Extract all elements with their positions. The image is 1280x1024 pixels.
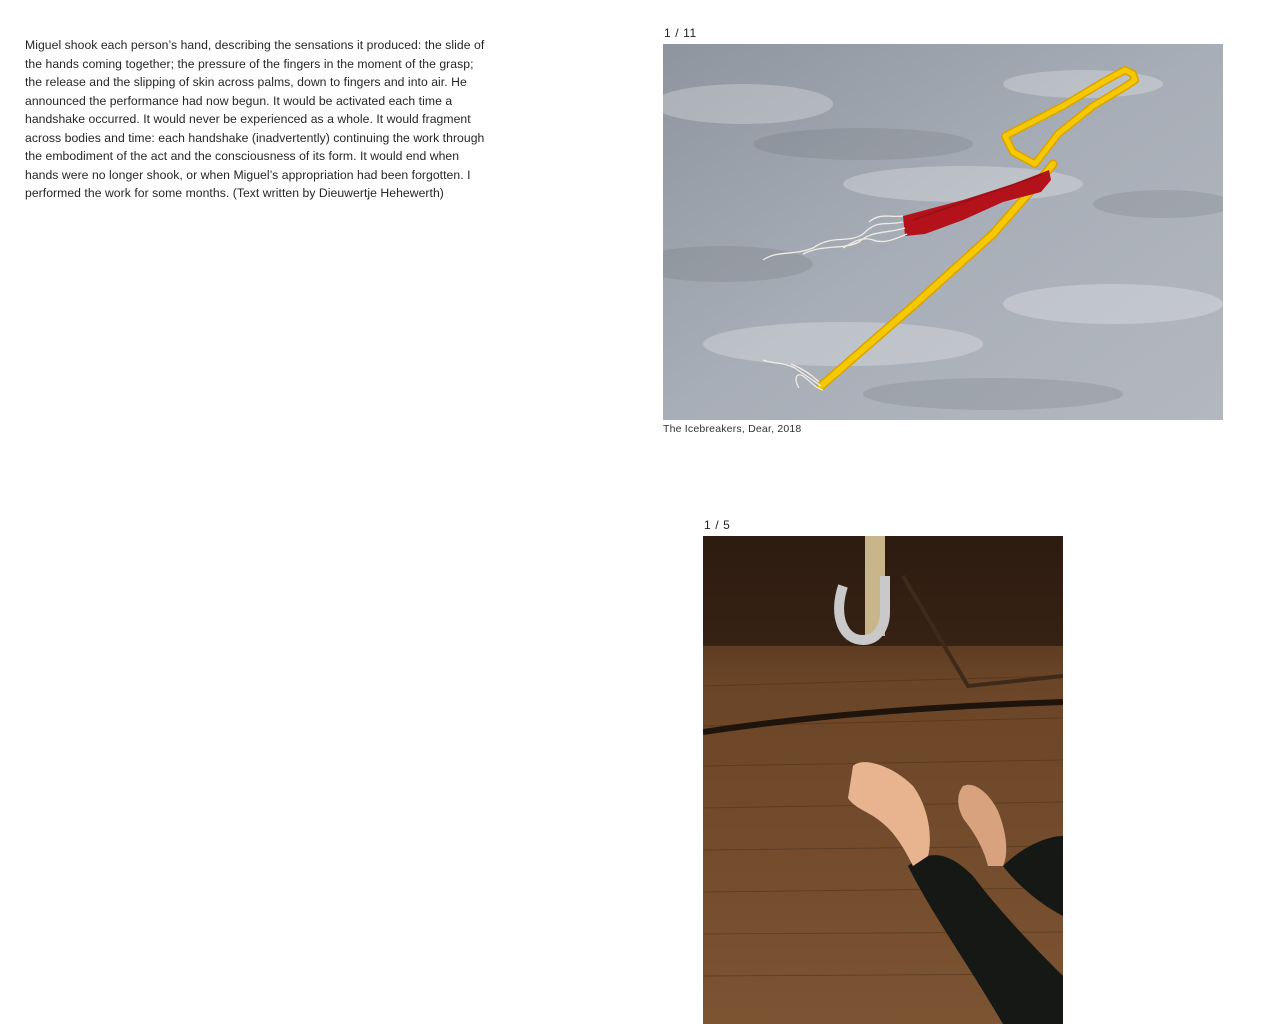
gallery-1-counter: 1 / 11 — [664, 26, 697, 40]
gallery-1-caption: The Icebreakers, Dear, 2018 — [663, 423, 802, 435]
gallery-2-image[interactable] — [703, 536, 1063, 1024]
body-text: Miguel shook each person’s hand, describing the sensations it produced: the slide of the hands coming together; the pressure of the fingers in the moment of the grasp; the release and the slipping of skin across palms, down to fingers and into air. He announced the performance had now begun. It would be activated each time a handshake occurred. It would never be experienced as a whole. It would fragment across bodies and time: each handshake (inadvertently) continuing the work through the embodiment of the act and the consciousness of its form. It would end when hands were no longer shook, or when Miguel’s appropriation had been forgotten. I performed the work for some months. (Text written by Dieuwertje Hehewerth) — [25, 38, 485, 201]
gallery-1-image[interactable] — [663, 44, 1223, 420]
hands-performance-photo — [703, 536, 1063, 1024]
rope-artwork-photo — [663, 44, 1223, 420]
gallery-2-counter: 1 / 5 — [704, 518, 731, 532]
